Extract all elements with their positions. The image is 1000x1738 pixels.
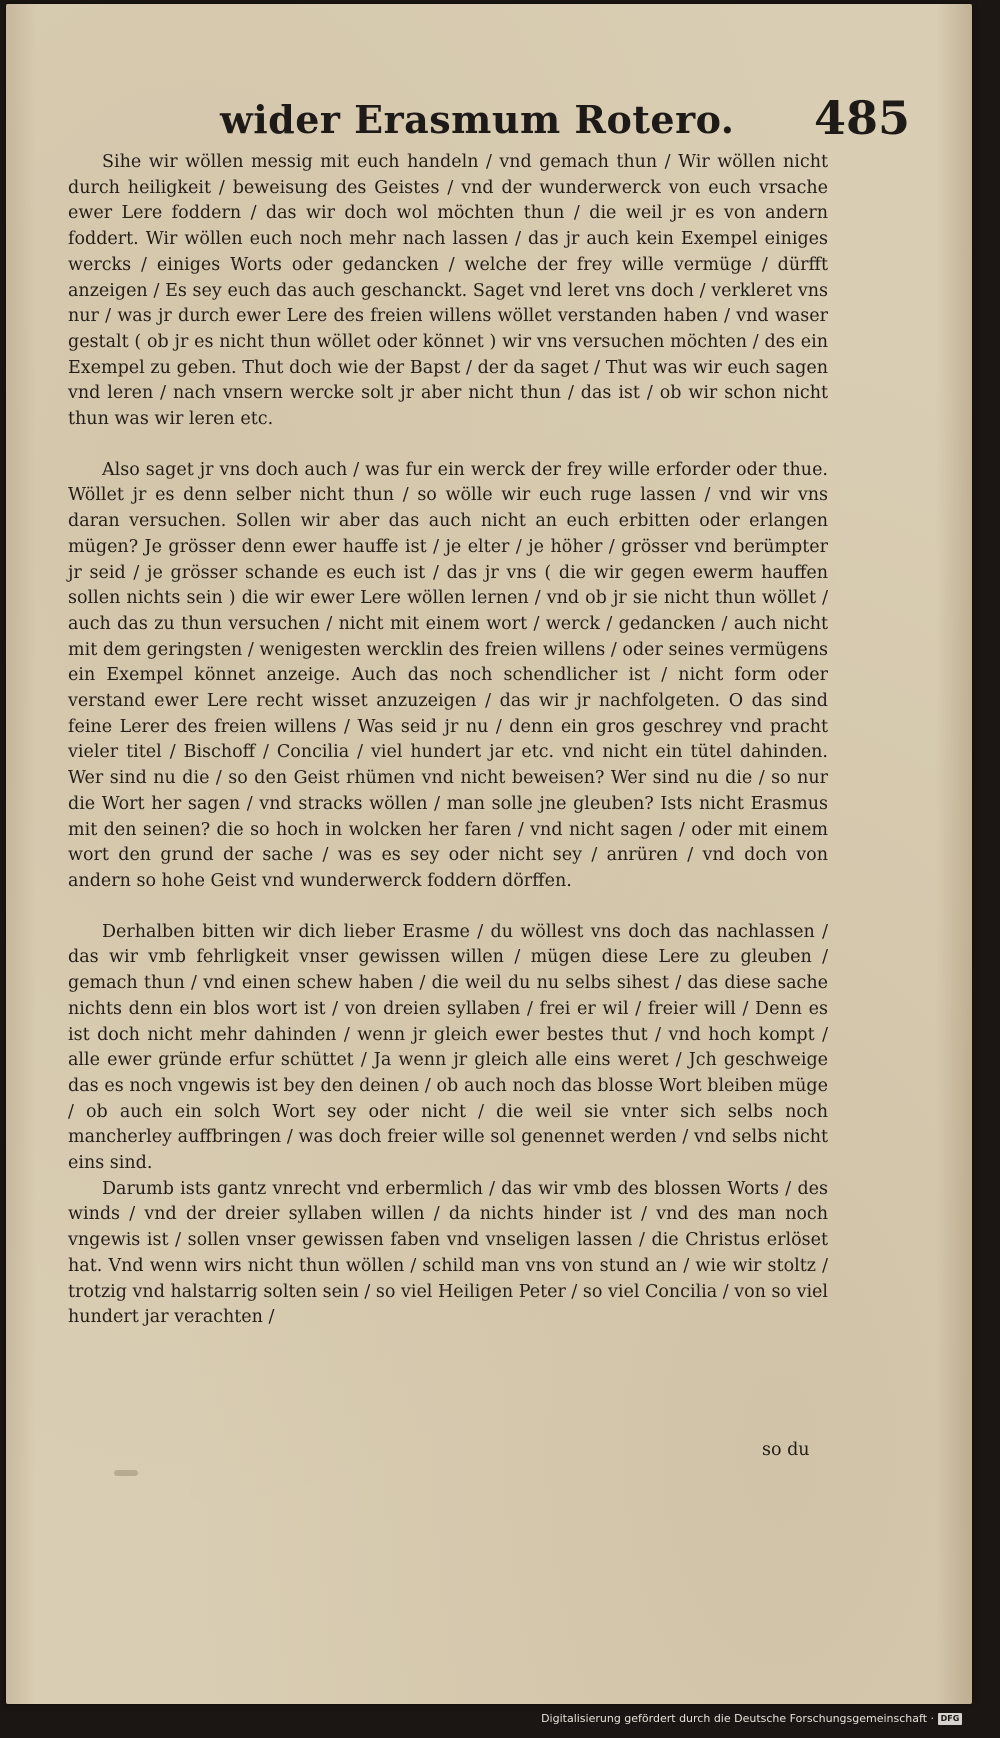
running-head: wider Erasmum Rotero. xyxy=(220,97,735,142)
paragraph-4: Darumb ists gantz vnrecht vnd erbermlich / das wir vmb des blossen Worts / des winds / vnd der dreier syllaben willen / da nichts hinder ist / vnd des man noch vngewis ist / sollen vnser gewissen faben vnd vnseligen lassen / die Christus erlöset hat. Vnd wenn wirs nicht thun wöllen / schild man vns von stund an / wie wir stoltz / trotzig vnd halstarrig solten sein / so viel Heiligen Peter / so viel Concilia / von so viel hundert jar verachten / xyxy=(68,1178,828,1328)
dfg-logo-icon: DFG xyxy=(938,1713,962,1725)
folio-number: 485 xyxy=(813,91,910,145)
ink-smudge xyxy=(114,1470,138,1476)
paragraph-3: Derhalben bitten wir dich lieber Erasme / du wöllest vns doch das nachlassen / das wir vmb fehrligkeit vnser gewissen willen / mügen diese Lere zu gleuben / gemach thun / vnd einen schew haben / die weil du nu selbs sihest / das diese sache nichts denn ein blos wort ist / von dreien syllaben / frei er wil / freier will / Denn es ist doch nicht mehr dahinden / wenn jr gleich ewer bestes thut / vnd hoch kompt / alle ewer gründe erfur schüttet / Ja wenn jr gleich alle eins weret / Jch geschweige das es noch vngewis ist bey den deinen / ob auch noch das blosse Wort bleiben müge / ob auch ein solch Wort sey oder nicht / die weil sie vnter sich selbs noch mancherley auffbringen / was doch freier wille sol genennet werden / vnd selbs nicht eins sind. xyxy=(68,921,828,1174)
catchword: so du xyxy=(762,1440,810,1460)
paragraph-1: Sihe wir wöllen messig mit euch handeln / vnd gemach thun / Wir wöllen nicht durch heiligkeit / beweisung des Geistes / vnd der wunderwerck von euch vrsache ewer Lere foddern / das wir doch wol möchten thun / die weil jr es von andern foddert. Wir wöllen euch noch mehr nach lassen / das jr auch kein Exempel einiges wercks / einiges Worts oder gedancken / welche der frey wille vermüge / dürfft anzeigen / Es sey euch das auch geschanckt. Saget vnd leret vns doch / verkleret vns nur / was jr durch ewer Lere des freien willens wöllet verstanden haben / vnd waser gestalt ( ob jr es nicht thun wöllet oder könnet ) wir vns versuchen möchten / des ein Exempel zu geben. Thut doch wie der Bapst / der da saget / Thut was wir euch sagen vnd leren / nach vnsern wercke solt jr aber nicht thun / das ist / ob wir schon nicht thun was wir leren etc. xyxy=(68,152,828,430)
page-header xyxy=(6,91,972,148)
credit-text: Digitalisierung gefördert durch die Deutsche Forschungsgemeinschaft · xyxy=(541,1712,934,1725)
body-text xyxy=(68,150,828,1331)
book-page xyxy=(6,4,972,1704)
paragraph-2: Also saget jr vns doch auch / was fur ein werck der frey wille erforder oder thue. Wöllet jr es denn selber nicht thun / so wölle wir euch ruge lassen / vnd wir vns daran versuchen. Sollen wir aber das auch nicht an euch erbitten oder erlangen mügen? Je grösser denn ewer hauffe ist / je elter / je höher / grösser vnd berümpter jr seid / je grösser schande es euch ist / das jr vns ( die wir gegen ewerm hauffen sollen nichts sein ) die wir ewer Lere wöllen lernen / vnd ob jr sie nicht thun wöllet / auch das zu thun versuchen / nicht mit einem wort / werck / gedancken / auch nicht mit dem geringsten / wenigesten wercklin des freien willens / oder seines vermügens ein Exempel könnet anzeige. Auch das noch schendlicher ist / nicht form oder verstand ewer Lere recht wisset anzuzeigen / das wir jr nachfolgeten. O das sind feine Lerer des freien willens / Was seid jr nu / denn ein gros geschrey vnd pracht vieler titel / Bischoff / Concilia / viel hundert jar etc. vnd nicht ein tütel dahinden. Wer sind nu die / so den Geist rhümen vnd nicht beweisen? Wer sind nu die / so nur die Wort her sagen / vnd stracks wöllen / man solle jne gleuben? Ists nicht Erasmus mit den seinen? die so hoch in wolcken her faren / vnd nicht sagen / oder mit einem wort den grund der sache / was es sey oder nicht sey / anrüren / vnd doch von andern so hohe Geist vnd wunderwerck foddern dörffen. xyxy=(68,459,828,891)
digitization-credit xyxy=(541,1711,962,1727)
